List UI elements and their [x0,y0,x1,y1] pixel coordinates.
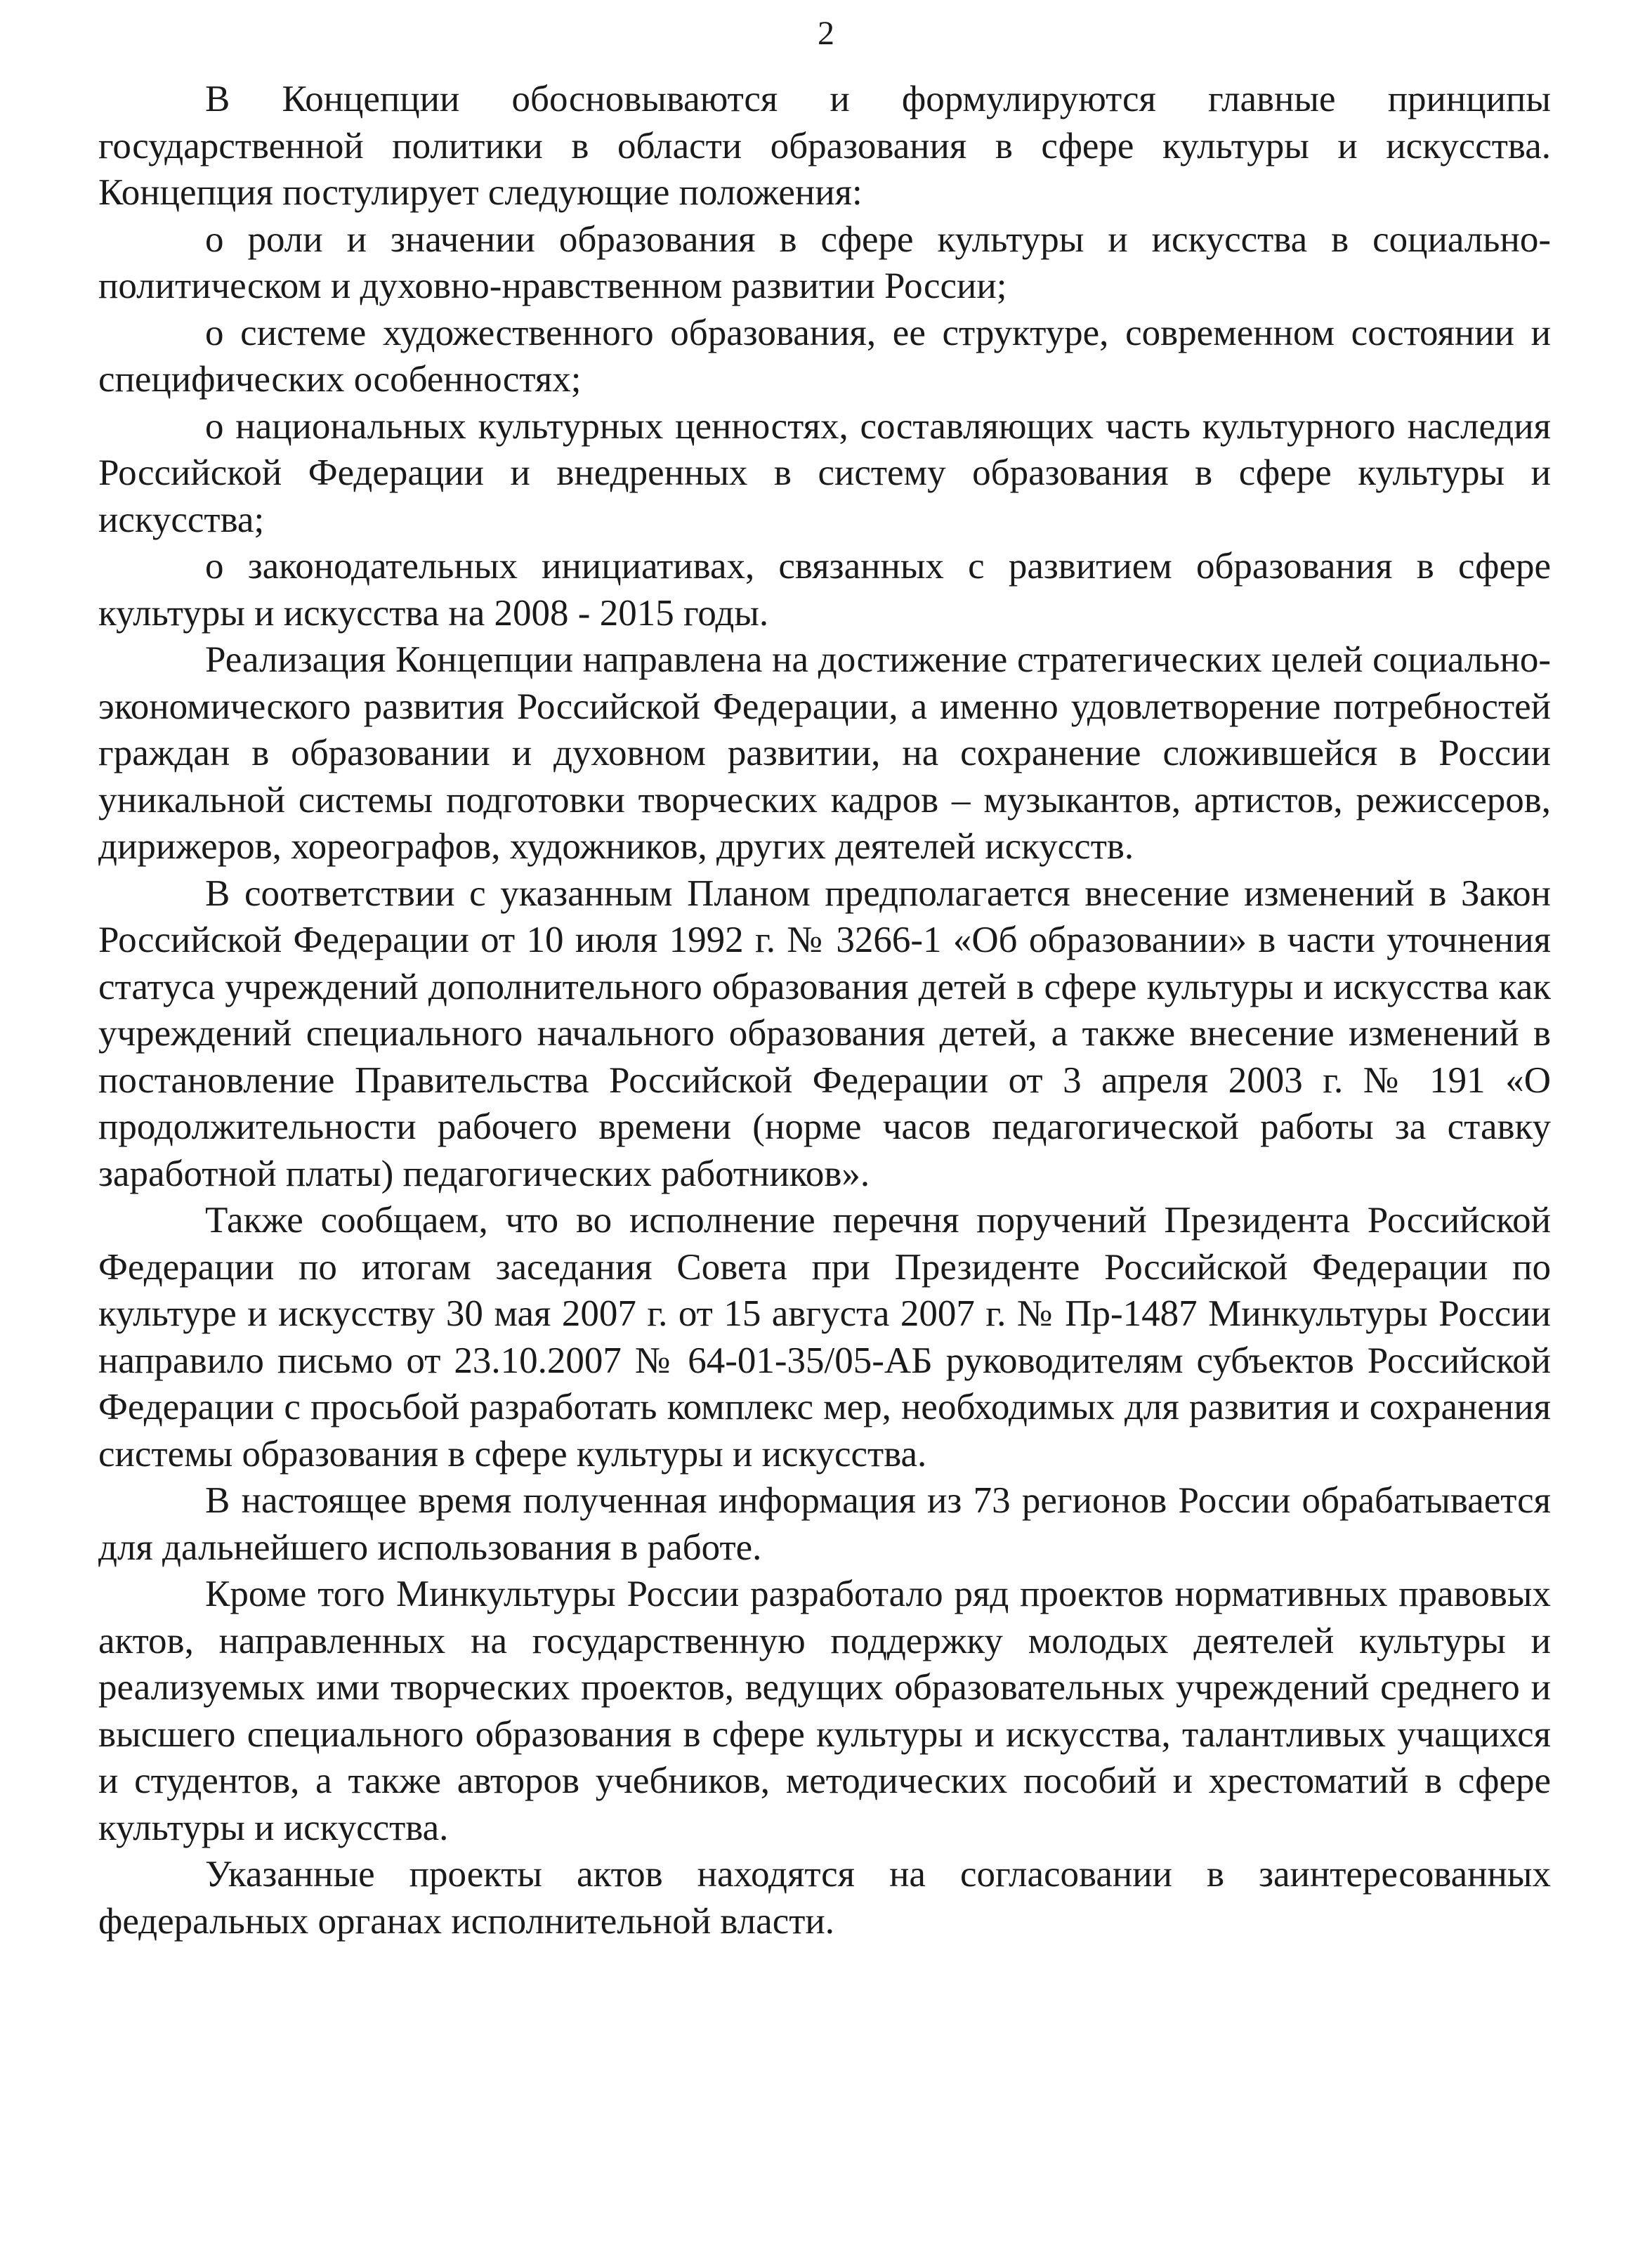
list-item-legislative-initiatives: о законодательных инициативах, связанных с развитием образования в сфере культуры и искусства на 2008 - 2015 годы. [98,546,1551,634]
paragraph-regions-information: В настоящее время полученная информация из 73 регионов России обрабатывается для дальнейшего использования в работе. [98,1480,1551,1568]
list-item-art-education-system: о системе художественного образования, ее структуре, современном состоянии и специфических особенностях; [98,312,1551,400]
list-item-role-of-education: о роли и значении образования в сфере культуры и искусства в социально-политическом и духовно-нравственном развитии России; [98,218,1551,306]
page-number: 2 [818,15,834,52]
paragraph-plan-amendments: В соответствии с указанным Планом предполагается внесение изменений в Закон Российской Федерации от 10 июля 1992 г. № 3266-1 «Об образовании» в части уточнения статуса учреждений дополнительного образования детей в сфере культуры и искусства как учреждений специального начального образования детей, а также внесение изменений в постановление Правительства Российской Федерации от 3 апреля 2003 г. № 191 «О продолжительности рабочего времени (норме часов педагогической работы за ставку заработной платы) педагогических работников». [98,873,1551,1194]
list-item-national-cultural-values: о национальных культурных ценностях, составляющих часть культурного наследия Российской Федерации и внедренных в систему образования в сфере культуры и искусства; [98,405,1551,540]
paragraph-concept-implementation: Реализация Концепции направлена на достижение стратегических целей социально-экономического развития Российской Федерации, а именно удовлетворение потребностей граждан в образовании и духовном развитии, на сохранение сложившейся в России уникальной системы подготовки творческих кадров – музыкантов, артистов, режиссеров, дирижеров, хореографов, художников, других деятелей искусств. [98,639,1551,867]
paragraph-president-instructions: Также сообщаем, что во исполнение перечня поручений Президента Российской Федерации по итогам заседания Совета при Президенте Российской Федерации по культуре и искусству 30 мая 2007 г. от 15 августа 2007 г. № Пр-1487 Минкультуры России направило письмо от 23.10.2007 № 64-01-35/05-АБ руководителям субъектов Российской Федерации с просьбой разработать комплекс мер, необходимых для развития и сохранения системы образования в сфере культуры и искусства. [98,1200,1551,1475]
document-body [98,76,1551,1945]
paragraph-concept-principles: В Концепции обосновываются и формулируются главные принципы государственной политики в области образования в сфере культуры и искусства. Концепция постулирует следующие положения: [98,79,1551,213]
paragraph-approval-status: Указанные проекты актов находятся на согласовании в заинтересованных федеральных органах исполнительной власти. [98,1854,1551,1942]
paragraph-draft-regulations: Кроме того Минкультуры России разработало ряд проектов нормативных правовых актов, направленных на государственную поддержку молодых деятелей культуры и реализуемых ими творческих проектов, ведущих образовательных учреждений среднего и высшего специального образования в сфере культуры и искусства, талантливых учащихся и студентов, а также авторов учебников, методических пособий и хрестоматий в сфере культуры и искусства. [98,1574,1551,1848]
